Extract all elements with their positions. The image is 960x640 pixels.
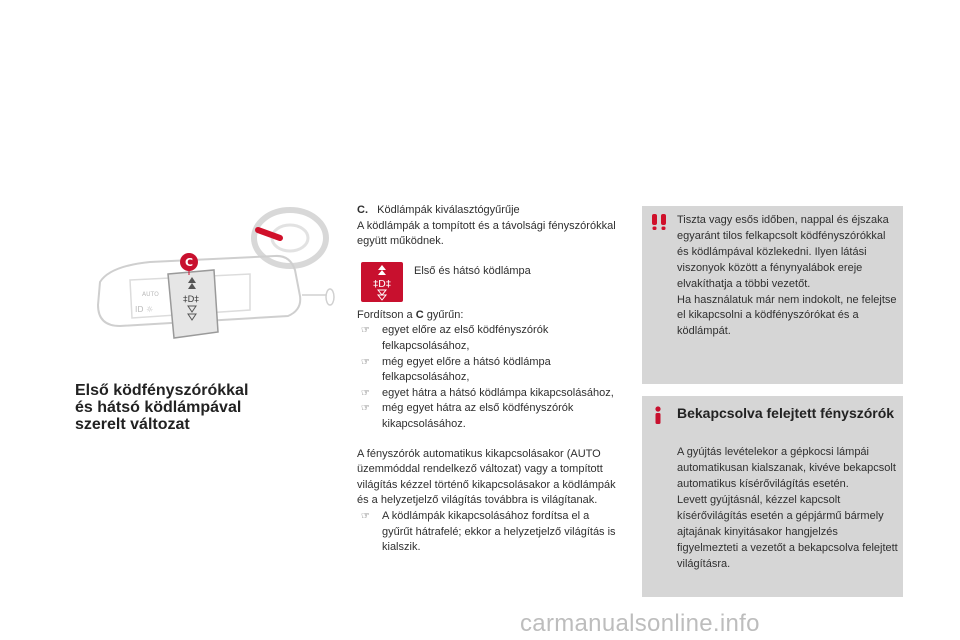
main-column — [357, 203, 619, 556]
intro-title: Ködlámpák kiválasztógyűrűje — [377, 204, 520, 216]
turn-text-pre: Fordítson a — [357, 308, 416, 321]
info-text — [677, 444, 899, 572]
info-text-2: Levett gyújtásnál, kézzel kapcsolt kísérővilágítás esetén a gépjármű bármely ajtajának kinyitásakor hangjelzés figyelmezteti a vezetőt a bekapcsolva felejtett világításra. — [677, 494, 898, 570]
warning-text — [677, 213, 897, 340]
turn-text-post: gyűrűn: — [423, 308, 464, 321]
list-item: ☞ A ködlámpák kikapcsolásához fordítsa el a gyűrűt hátrafelé; ekkor a helyzetjelző világítás is kialszik. — [361, 509, 616, 554]
bullet-arrow-icon: ☞ — [361, 356, 370, 368]
section-title-line-3: szerelt változat — [75, 416, 190, 433]
section-title-line-2: és hátsó ködlámpával — [75, 399, 242, 416]
warning-text-1: Tiszta vagy esős időben, nappal és éjszaka egyaránt tilos felkapcsolt ködfényszórókkal és ködlámpával közlekedni. Ilyen látási viszonyok között a fénynyalábok ereje elvakíthatja a többi vezetőt. — [677, 214, 889, 290]
warning-text-2: Ha használatuk már nem indokolt, ne felejtse el kikapcsolni a ködfényszórókat és a ködlámpát. — [677, 293, 897, 338]
info-box — [642, 396, 903, 597]
list-item: ☞ egyet előre az első ködfényszórók felkapcsolásához, — [361, 324, 549, 352]
warning-box — [642, 206, 903, 384]
info-title: Bekapcsolva felejtett fényszórók — [677, 405, 895, 421]
stalk-illustration — [90, 200, 340, 360]
section-title — [75, 382, 315, 433]
watermark: carmanualsonline.info — [520, 610, 760, 637]
bullet-arrow-icon: ☞ — [361, 325, 370, 337]
intro-label: C. — [357, 204, 368, 216]
fog-lamp-label: Első és hátsó ködlámpa — [414, 264, 531, 277]
svg-text:‡D‡: ‡D‡ — [373, 278, 391, 290]
info-text-1: A gyújtás levételekor a gépkocsi lámpái automatikusan kialszanak, kivéve bekapcsolt automatikus kísérővilágítás esetén. — [677, 446, 896, 490]
list-item: ☞ egyet hátra a hátsó ködlámpa kikapcsolásához, — [357, 386, 619, 402]
auto-label: AUTO — [142, 291, 159, 298]
bullet-arrow-icon: ☞ — [361, 403, 370, 415]
front-rear-fog-lamp-icon — [361, 262, 403, 302]
bullet-arrow-icon: ☞ — [361, 387, 370, 399]
svg-text:‡D‡: ‡D‡ — [183, 295, 199, 305]
auto-bullets — [357, 509, 619, 556]
fog-lamp-row — [357, 258, 619, 308]
turn-bullets — [357, 323, 619, 432]
turn-text-ring: C — [415, 308, 424, 321]
turn-instruction — [357, 308, 619, 324]
section-title-line-1: Első ködfényszórókkal — [75, 382, 249, 399]
info-icon — [650, 406, 666, 429]
list-item: ☞ még egyet hátra az első ködfényszórók kikapcsolásához. — [361, 402, 574, 430]
callout-c-letter: C — [184, 256, 194, 269]
auto-paragraph: A fényszórók automatikus kikapcsolásakor (AUTO üzemmóddal rendelkező változat) vagy a tompított világítás kézzel történő kikapcsolásakor a ködlámpák és a helyzetjelző világítás továbbra is világítanak. — [357, 447, 616, 507]
bullet-arrow-icon: ☞ — [361, 510, 370, 522]
warning-icon — [650, 214, 672, 235]
intro — [357, 203, 619, 219]
svg-text:ID ☼: ID ☼ — [135, 305, 154, 314]
intro-text: A ködlámpák a tompított és a távolsági fényszórókkal együtt működnek. — [357, 219, 616, 248]
list-item: ☞ még egyet előre a hátsó ködlámpa felkapcsolásához, — [361, 355, 551, 384]
